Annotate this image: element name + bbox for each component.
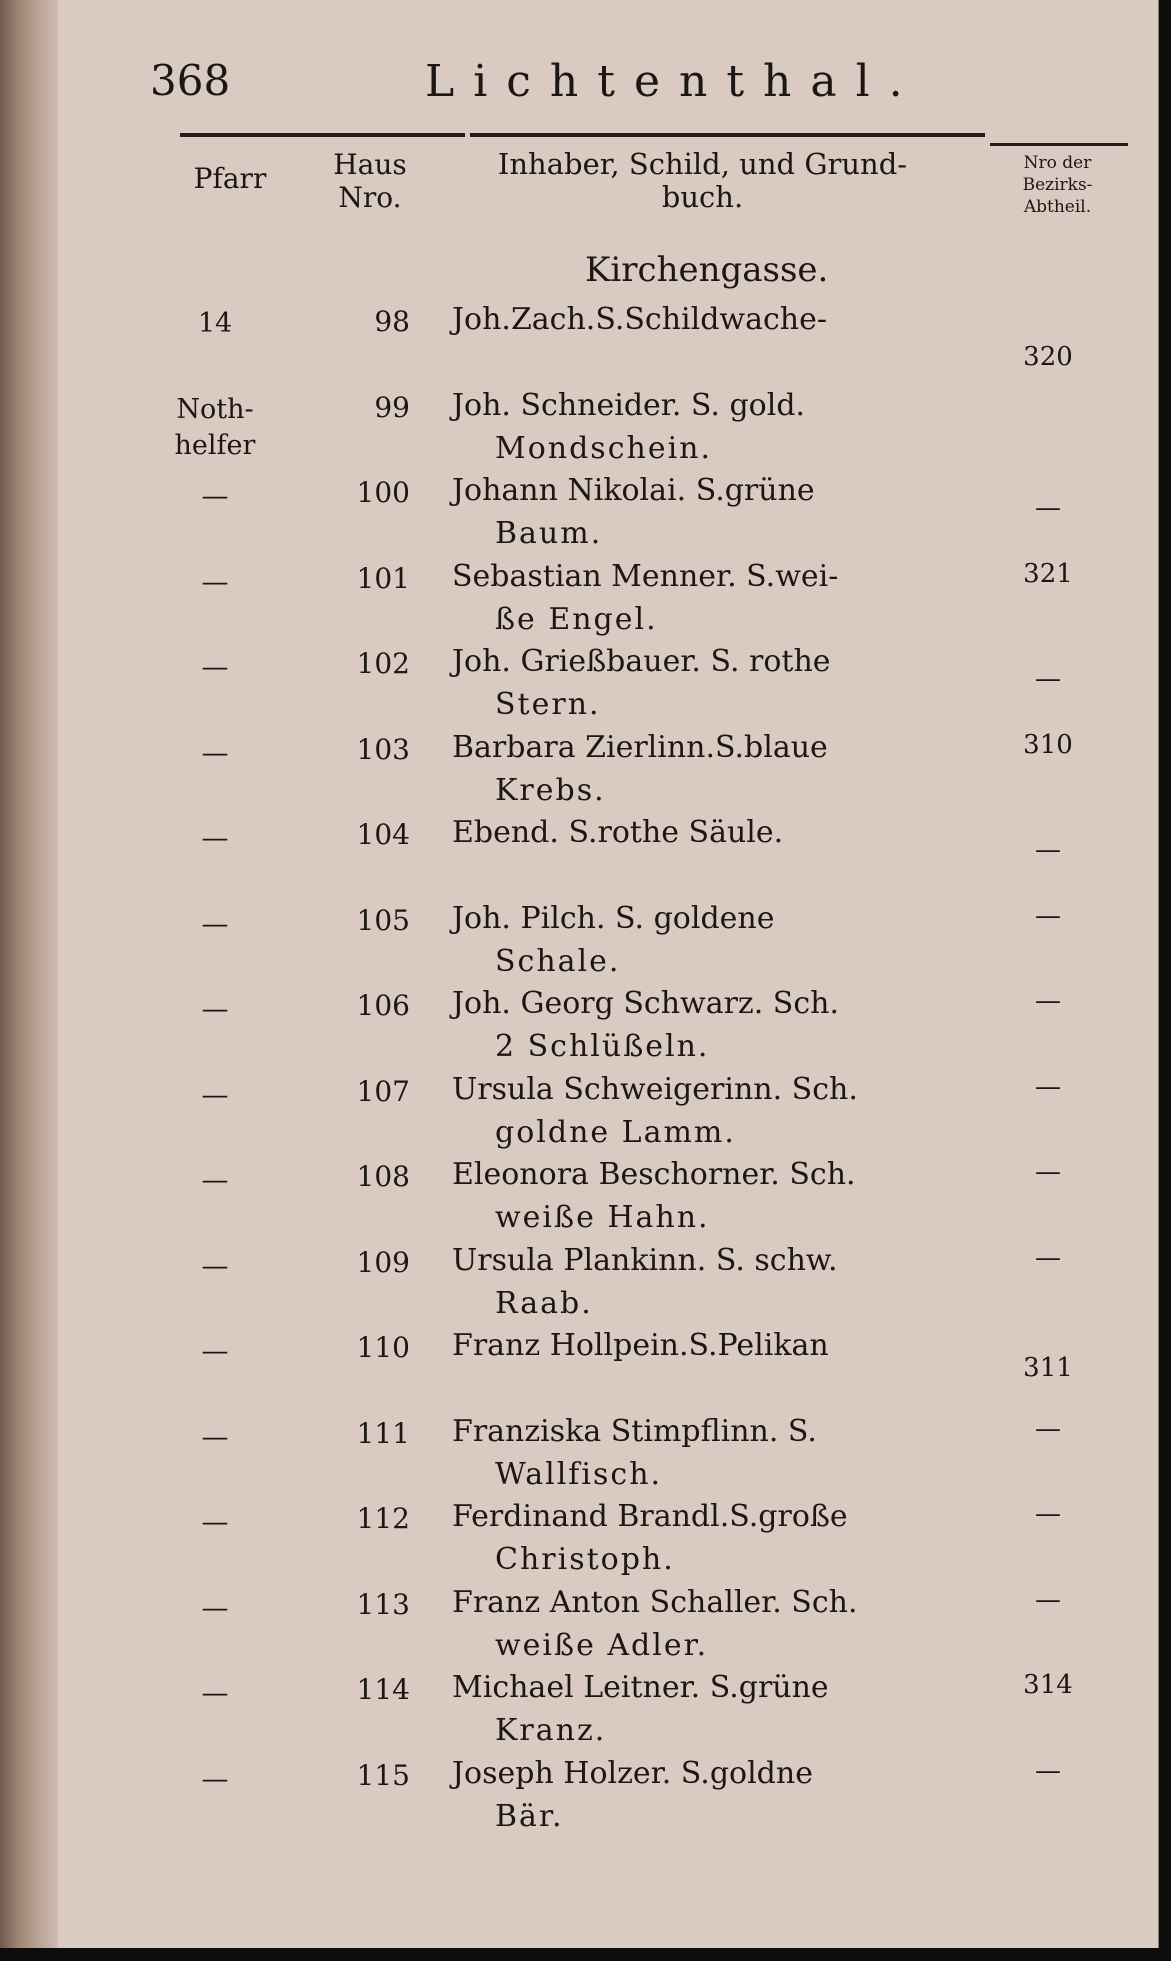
table-row	[0, 473, 1158, 557]
pfarr-cell: —	[201, 1079, 229, 1111]
table-row	[0, 302, 1158, 386]
district-number-cell: —	[1035, 1071, 1061, 1102]
owner-sign-line: Ursula Plankinn. S. schw.	[452, 1242, 838, 1278]
pfarr-cell: —	[201, 652, 229, 683]
owner-sign-line: Ursula Schweigerinn. Sch.	[452, 1071, 858, 1107]
owner-sign-line: Eleonora Beschorner. Sch.	[452, 1157, 856, 1192]
table-row	[0, 1756, 1158, 1840]
page-number: 368	[150, 56, 231, 105]
pfarr-cell: —	[201, 1678, 229, 1709]
district-number-cell: 310	[1023, 729, 1073, 760]
pfarr-cell: —	[201, 1763, 229, 1795]
house-number-cell: 113	[356, 1587, 410, 1621]
house-number-cell: 104	[356, 818, 410, 851]
sign-continuation-line: Mondschein.	[495, 430, 713, 466]
pfarr-cell: —	[201, 1507, 229, 1538]
owner-sign-line: Franz Anton Schaller. Sch.	[452, 1584, 858, 1620]
house-number-cell: 112	[356, 1502, 410, 1535]
house-number-cell: 114	[356, 1673, 410, 1706]
sign-continuation-line: 2 Schlüßeln.	[495, 1029, 710, 1064]
house-number-cell: 105	[356, 903, 410, 937]
district-number-cell: —	[1035, 493, 1061, 523]
house-number-cell: 98	[374, 305, 410, 338]
owner-sign-line: Sebastian Menner. S.wei-	[452, 558, 839, 594]
pfarr-cell: —	[201, 994, 229, 1025]
table-row	[0, 1328, 1158, 1412]
table-row	[0, 388, 1158, 472]
owner-sign-line: Ebend. S.rothe Säule.	[452, 815, 784, 850]
sign-continuation-line: Wallfisch.	[495, 1456, 663, 1492]
owner-sign-line: Barbara Zierlinn.S.blaue	[452, 729, 828, 765]
table-row	[0, 1157, 1158, 1241]
table-row	[0, 730, 1158, 814]
district-number-cell: 311	[1023, 1353, 1073, 1383]
owner-sign-line: Joh. Pilch. S. goldene	[452, 900, 775, 936]
owner-sign-line: Joh.Zach.S.Schildwache-	[452, 302, 827, 337]
column-header-inhaber: Inhaber, Schild, und Grund- buch.	[497, 147, 908, 214]
sign-continuation-line: Raab.	[495, 1285, 593, 1321]
owner-sign-line: Joseph Holzer. S.goldne	[452, 1755, 813, 1791]
sign-continuation-line: ße Engel.	[495, 601, 658, 637]
house-number-cell: 107	[356, 1074, 410, 1108]
district-number-cell: 320	[1023, 342, 1073, 372]
pfarr-cell: —	[201, 908, 229, 940]
sign-continuation-line: Kranz.	[495, 1713, 607, 1748]
section-title: Kirchengasse.	[585, 250, 829, 290]
table-row	[0, 986, 1158, 1070]
house-number-cell: 109	[356, 1245, 410, 1279]
owner-sign-line: Ferdinand Brandl.S.große	[452, 1499, 848, 1534]
sign-continuation-line: Krebs.	[495, 772, 606, 808]
table-row	[0, 1585, 1158, 1669]
table-row	[0, 1072, 1158, 1156]
district-number-cell: 321	[1023, 558, 1073, 589]
pfarr-cell: —	[201, 1592, 229, 1624]
pfarr-cell: —	[201, 481, 229, 512]
table-row	[0, 1499, 1158, 1583]
house-number-cell: 102	[356, 647, 410, 680]
district-number-cell: —	[1035, 1584, 1061, 1615]
district-number-cell: —	[1035, 1242, 1061, 1273]
sign-continuation-line: goldne Lamm.	[495, 1114, 736, 1150]
header-rule-right	[990, 143, 1128, 146]
district-number-cell: —	[1035, 664, 1061, 694]
pfarr-cell: —	[201, 1421, 229, 1453]
owner-sign-line: Johann Nikolai. S.grüne	[452, 473, 815, 508]
house-number-cell: 110	[356, 1331, 410, 1364]
pfarr-cell: —	[201, 566, 229, 598]
pfarr-cell: —	[201, 1250, 229, 1282]
column-header-haus-nro: Haus Nro.	[333, 148, 407, 214]
sign-continuation-line: Schale.	[495, 943, 621, 979]
owner-sign-line: Joh. Grießbauer. S. rothe	[452, 644, 831, 679]
table-row	[0, 644, 1158, 728]
house-number-cell: 111	[356, 1416, 410, 1450]
column-header-bezirk: Nro der Bezirks- Abtheil.	[1022, 153, 1093, 217]
table-row	[0, 1414, 1158, 1498]
district-number-cell: —	[1035, 835, 1061, 865]
house-number-cell: 100	[356, 476, 410, 509]
sign-continuation-line: weiße Hahn.	[495, 1200, 710, 1235]
pfarr-cell: —	[201, 737, 229, 769]
sign-continuation-line: Bär.	[495, 1798, 564, 1834]
table-row	[0, 1243, 1158, 1327]
house-number-cell: 115	[356, 1758, 410, 1792]
header-rule-left	[180, 133, 465, 137]
sign-continuation-line: weiße Adler.	[495, 1627, 709, 1663]
house-number-cell: 101	[356, 561, 410, 595]
district-number-cell: 314	[1023, 1670, 1073, 1700]
house-number-cell: 108	[356, 1160, 410, 1193]
sign-continuation-line: Christoph.	[495, 1542, 675, 1577]
table-row	[0, 1670, 1158, 1754]
pfarr-cell: —	[201, 823, 229, 854]
table-row	[0, 901, 1158, 985]
district-number-cell: —	[1035, 900, 1061, 931]
owner-sign-line: Franziska Stimpflinn. S.	[452, 1413, 817, 1449]
district-number-cell: —	[1035, 1755, 1061, 1786]
sign-continuation-line: Stern.	[495, 687, 601, 722]
running-head: Lichtenthal.	[425, 56, 922, 107]
column-header-pfarr: Pfarr	[193, 162, 267, 195]
house-number-cell: 103	[356, 732, 410, 766]
pfarr-cell: Noth- helfer	[174, 393, 256, 461]
district-number-cell: —	[1035, 1157, 1061, 1187]
pfarr-cell: 14	[197, 308, 233, 339]
sign-continuation-line: Baum.	[495, 516, 603, 551]
owner-sign-line: Joh. Schneider. S. gold.	[452, 387, 806, 423]
owner-sign-line: Michael Leitner. S.grüne	[452, 1670, 829, 1705]
header-rule-middle	[470, 133, 985, 137]
pfarr-cell: —	[201, 1336, 229, 1367]
house-number-cell: 99	[374, 390, 410, 424]
pfarr-cell: —	[201, 1165, 229, 1196]
district-number-cell: —	[1035, 986, 1061, 1016]
owner-sign-line: Joh. Georg Schwarz. Sch.	[452, 986, 840, 1021]
district-number-cell: —	[1035, 1413, 1061, 1444]
table-row	[0, 559, 1158, 643]
district-number-cell: —	[1035, 1499, 1061, 1529]
owner-sign-line: Franz Hollpein.S.Pelikan	[452, 1328, 829, 1363]
table-row	[0, 815, 1158, 899]
house-number-cell: 106	[356, 989, 410, 1022]
